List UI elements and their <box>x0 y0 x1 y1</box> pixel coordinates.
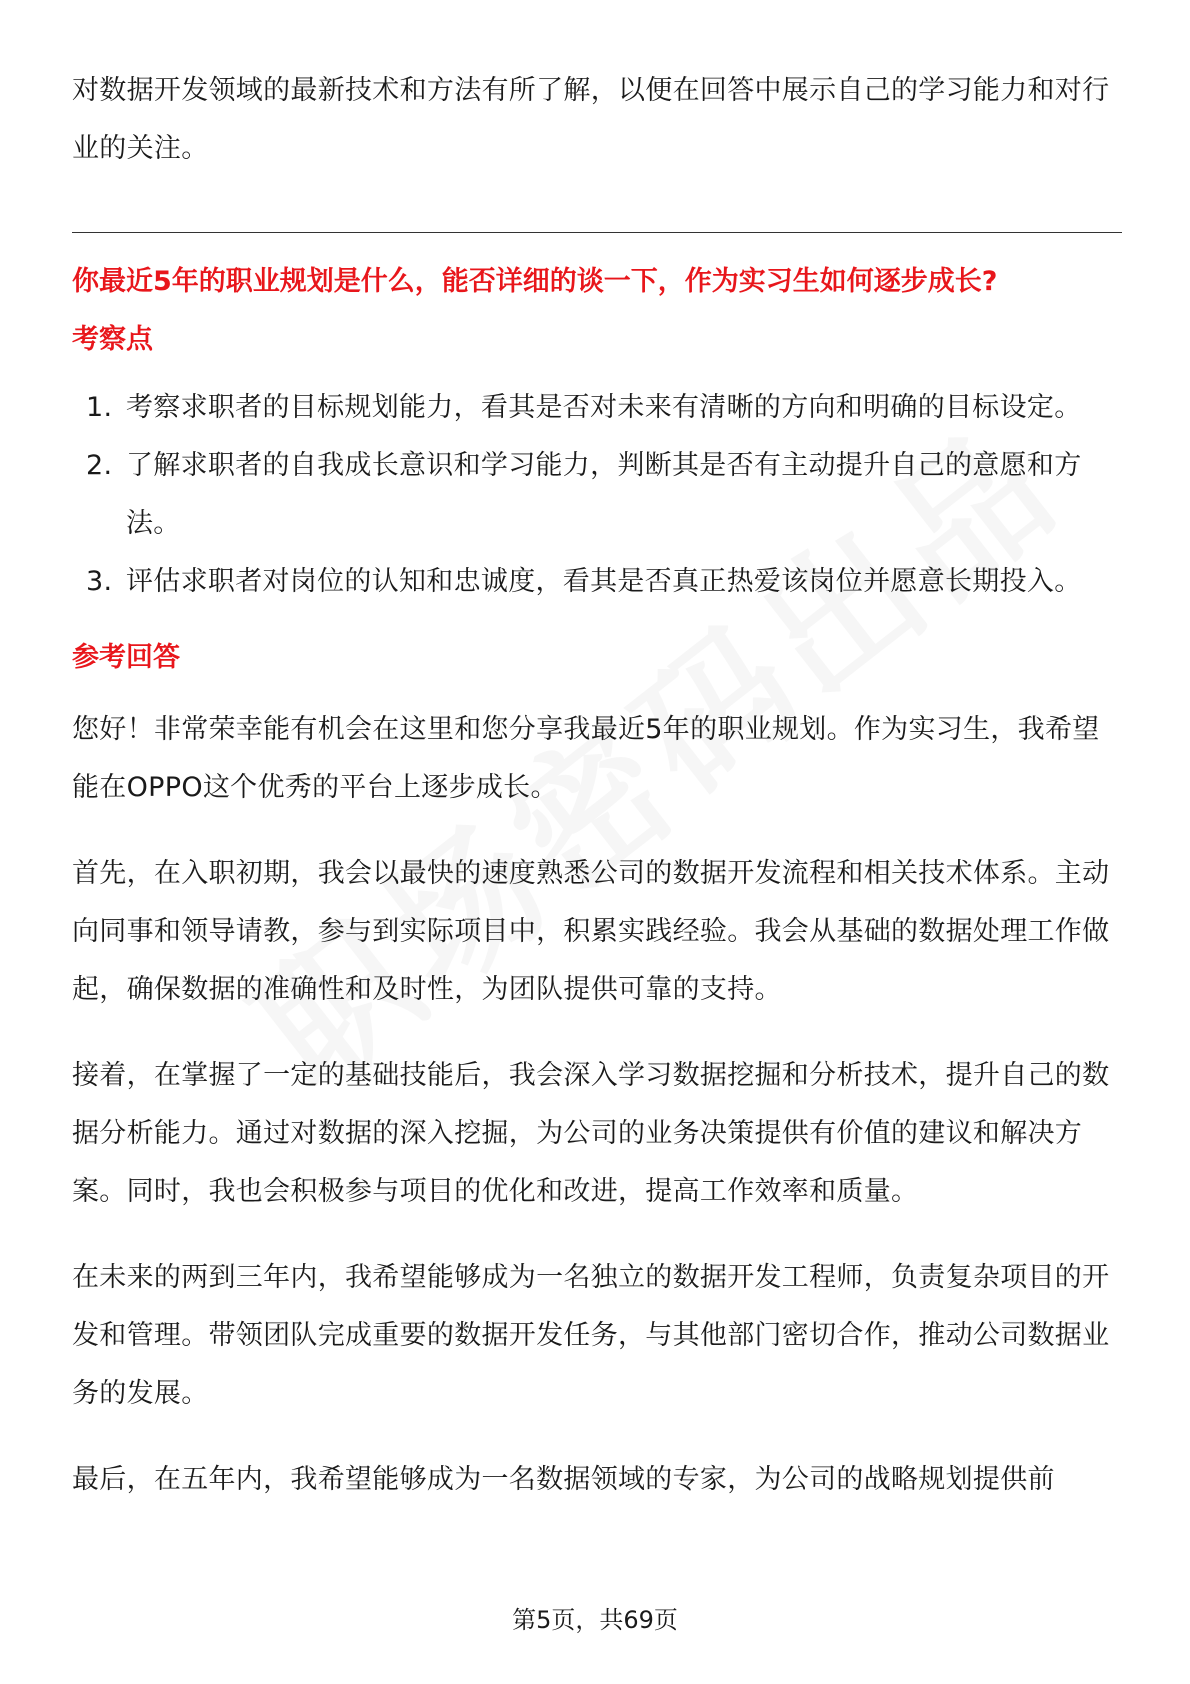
page-content <box>72 62 1122 1509</box>
answer-paragraph: 在未来的两到三年内，我希望能够成为一名独立的数据开发工程师，负责复杂项目的开发和管理。带领团队完成重要的数据开发任务，与其他部门密切合作，推动公司数据业务的发展。 <box>72 1262 1110 1409</box>
answer-paragraph: 最后，在五年内，我希望能够成为一名数据领域的专家，为公司的战略规划提供前 <box>72 1464 1055 1495</box>
points-list <box>72 379 1122 611</box>
list-item-text: 了解求职者的自我成长意识和学习能力，判断其是否有主动提升自己的意愿和方法。 <box>126 450 1082 539</box>
intro-paragraph: 对数据开发领域的最新技术和方法有所了解，以便在回答中展示自己的学习能力和对行业的关注。 <box>72 75 1110 164</box>
points-heading: 考察点 <box>72 324 153 355</box>
list-item <box>72 553 1122 611</box>
list-item <box>72 437 1122 553</box>
section-divider <box>72 232 1122 233</box>
list-item-text: 考察求职者的目标规划能力，看其是否对未来有清晰的方向和明确的目标设定。 <box>126 392 1082 423</box>
answer-paragraph: 首先，在入职初期，我会以最快的速度熟悉公司的数据开发流程和相关技术体系。主动向同事和领导请教，参与到实际项目中，积累实践经验。我会从基础的数据处理工作做起，确保数据的准确性和及时性，为团队提供可靠的支持。 <box>72 858 1110 1005</box>
list-item-text: 评估求职者对岗位的认知和忠诚度，看其是否真正热爱该岗位并愿意长期投入。 <box>126 566 1082 597</box>
list-item <box>72 379 1122 437</box>
list-item-number: 2. <box>86 450 113 481</box>
list-item-number: 3. <box>86 566 113 597</box>
question-title: 你最近5年的职业规划是什么，能否详细的谈一下，作为实习生如何逐步成长? <box>72 266 998 297</box>
answer-paragraph: 接着，在掌握了一定的基础技能后，我会深入学习数据挖掘和分析技术，提升自己的数据分析能力。通过对数据的深入挖掘，为公司的业务决策提供有价值的建议和解决方案。同时，我也会积极参与项目的优化和改进，提高工作效率和质量。 <box>72 1060 1110 1207</box>
answer-paragraph: 您好！非常荣幸能有机会在这里和您分享我最近5年的职业规划。作为实习生，我希望能在OPPO这个优秀的平台上逐步成长。 <box>72 714 1100 803</box>
page-number-footer: 第5页，共69页 <box>512 1606 678 1634</box>
answer-heading: 参考回答 <box>72 642 180 673</box>
list-item-number: 1. <box>86 392 113 423</box>
